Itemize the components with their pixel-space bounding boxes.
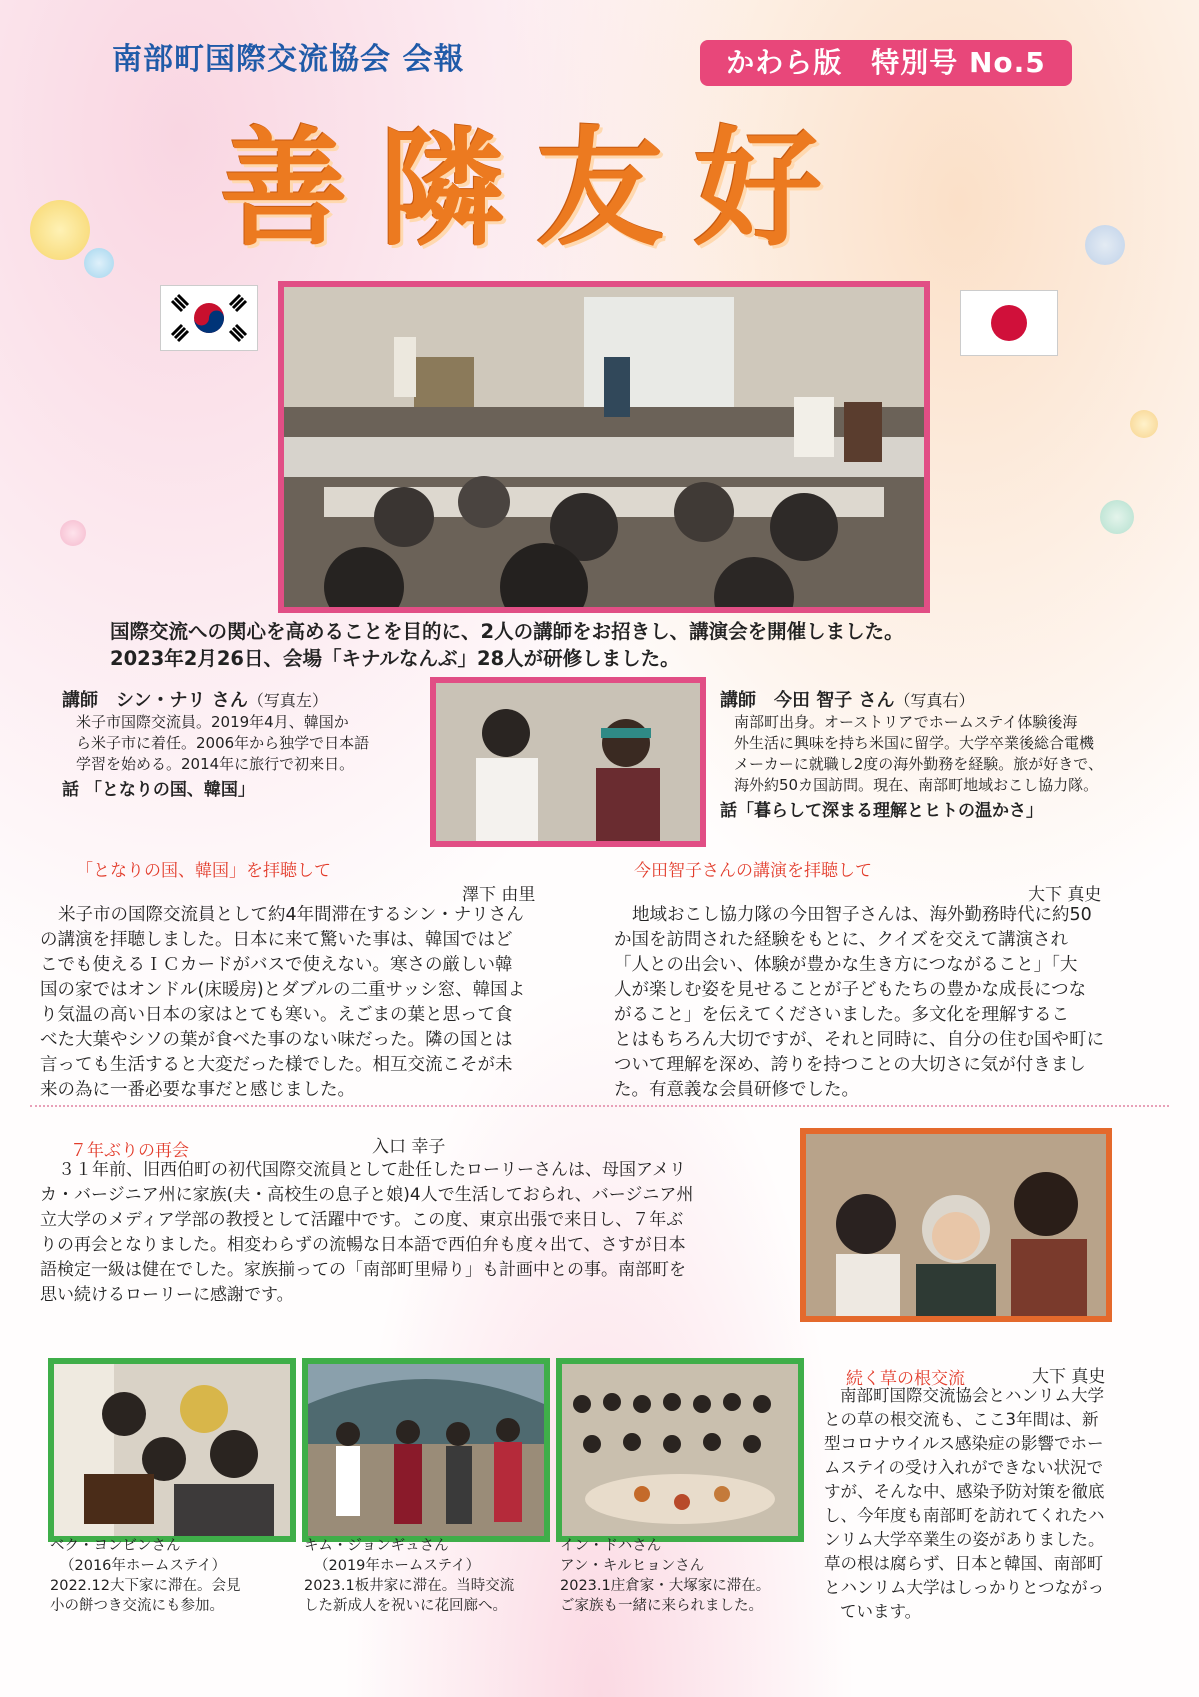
bio-line: メーカーに就職し2度の海外勤務を経験。旅が好きで、 <box>734 755 1103 773</box>
article-line: 思い続けるローリーに感謝です。 <box>40 1285 294 1305</box>
article-line: ンリム大学卒業生の姿がありました。 <box>824 1530 1105 1549</box>
photo-caption-1 <box>50 1536 290 1616</box>
article-line: ついて理解を深め、誇りを持つことの大切さに気が付きまし <box>614 1055 1086 1075</box>
article-left-author: 澤下 由里 <box>462 885 536 905</box>
decor-bubble <box>1100 500 1134 534</box>
page-title: 善隣友好 <box>220 114 853 264</box>
article-line: すが、そんな中、感染予防対策を徹底 <box>824 1482 1105 1501</box>
edition-badge: かわら版 特別号 No.5 <box>700 40 1072 86</box>
article-line: 言っても生活すると大変だった様でした。相互交流こそが未 <box>40 1055 513 1075</box>
caption-line: キム・ジョンギュさん <box>304 1538 449 1554</box>
article-line: 人が楽しむ姿を見せることが子どもたちの豊かな成長につな <box>614 980 1087 1000</box>
article-left-body <box>40 903 582 1103</box>
photo-caption-3 <box>560 1536 805 1616</box>
intro-text <box>110 618 904 672</box>
caption-line: 2023.1庄倉家・大塚家に滞在。 <box>560 1578 771 1594</box>
article-line: し、今年度も南部町を訪れてくれたハ <box>824 1506 1105 1525</box>
article-line: 南部町国際交流協会とハンリム大学 <box>840 1386 1104 1405</box>
bio-line: 南部町出身。オーストリアでホームステイ体験後海 <box>734 713 1078 731</box>
article-line: 国の家ではオンドル(床暖房)とダブルの二重サッシ窓、韓国よ <box>40 980 526 1000</box>
lecturer-left-note: （写真左） <box>247 691 328 710</box>
grassroots-title: 続く草の根交流 <box>846 1369 965 1389</box>
japan-flag-icon <box>960 290 1058 356</box>
grassroots-author: 大下 真史 <box>1032 1367 1106 1387</box>
article-line: がること」を伝えてくださいました。多文化を理解するこ <box>614 1005 1069 1025</box>
article-line: ムステイの受け入れができない状況で <box>824 1458 1104 1477</box>
article-line: とハンリム大学はしっかりとつながっ <box>824 1578 1105 1597</box>
caption-line: ベク・ヨンビンさん <box>50 1538 181 1554</box>
article-line: とはもちろん大切ですが、それと同時に、自分の住む国や町に <box>614 1030 1104 1050</box>
lecturer-right-heading <box>720 686 1160 712</box>
caption-line: （2019年ホームステイ） <box>314 1558 481 1574</box>
decor-bubble <box>1085 225 1125 265</box>
grassroots-body <box>824 1384 1164 1624</box>
article-line: 草の根は腐らず、日本と韓国、南部町 <box>824 1554 1104 1573</box>
section-divider <box>30 1105 1169 1107</box>
article-right-title: 今田智子さんの講演を拝聴して <box>634 861 872 881</box>
article-right-author: 大下 真史 <box>1028 885 1102 905</box>
reunion-author: 入口 幸子 <box>372 1137 446 1157</box>
reunion-body <box>40 1158 800 1308</box>
photo-caption-2 <box>304 1536 549 1616</box>
lecturers-photo <box>430 677 706 847</box>
decor-bubble <box>1130 410 1158 438</box>
caption-line: 2022.12大下家に滞在。会見 <box>50 1578 241 1594</box>
decor-bubble <box>30 200 90 260</box>
caption-line: ご家族も一緒に来られました。 <box>560 1598 763 1614</box>
article-left-title: 「となりの国、韓国」を拝聴して <box>76 861 331 881</box>
article-line: 来の為に一番必要な事だと感じました。 <box>40 1080 355 1100</box>
lecturer-right-note: （写真右） <box>894 691 975 710</box>
bio-line: ら米子市に着任。2006年から独学で日本語 <box>76 734 370 752</box>
bio-line: 海外約50カ国訪問。現在、南部町地域おこし協力隊。 <box>734 776 1099 794</box>
article-line: の講演を拝聴しました。日本に来て驚いた事は、韓国ではど <box>40 930 513 950</box>
article-line: 地域おこし協力隊の今田智子さんは、海外勤務時代に約50 <box>632 905 1092 925</box>
reunion-photo <box>800 1128 1112 1322</box>
article-line: 立大学のメディア学部の教授として活躍中です。この度、東京出張で来日し、７年ぶ <box>40 1210 684 1230</box>
decor-bubble <box>84 248 114 278</box>
lecturer-right-talk: 話「暮らして深まる理解とヒトの温かさ」 <box>720 801 1043 821</box>
caption-line: アン・キルヒョンさん <box>560 1558 705 1574</box>
homestay-photo-3 <box>556 1358 804 1542</box>
intro-line-1: 国際交流への関心を高めることを目的に、2人の講師をお招きし、講演会を開催しました。 <box>110 620 904 643</box>
article-line: た。有意義な会員研修でした。 <box>614 1080 859 1100</box>
article-line: ３１年前、旧西伯町の初代国際交流員として赴任したローリーさんは、母国アメリ <box>58 1160 686 1180</box>
caption-line: 2023.1板井家に滞在。当時交流 <box>304 1578 515 1594</box>
lecturer-left-block <box>62 686 402 800</box>
article-line: ています。 <box>840 1602 922 1621</box>
lecturer-left-bio <box>62 712 402 775</box>
article-right-body <box>614 903 1170 1103</box>
bio-line: 学習を始める。2014年に旅行で初来日。 <box>76 755 355 773</box>
korea-flag-icon <box>160 285 258 351</box>
lecturer-left-talk: 話 「となりの国、韓国」 <box>62 780 255 800</box>
homestay-photo-1 <box>48 1358 296 1542</box>
caption-line: 小の餅つき交流にも参加。 <box>50 1598 224 1614</box>
article-line: こでも使えるＩＣカードがバスで使えない。寒さの厳しい韓 <box>40 955 513 975</box>
article-line: りの再会となりました。相変わらずの流暢な日本語で西伯弁も度々出て、さすが日本 <box>40 1235 686 1255</box>
article-line: との草の根交流も、ここ3年間は、新 <box>824 1410 1099 1429</box>
article-line: り気温の高い日本の家はとても寒い。えごまの葉と思って食 <box>40 1005 513 1025</box>
organization-name: 南部町国際交流協会 会報 <box>112 42 465 77</box>
article-line: 型コロナウイルス感染症の影響でホー <box>824 1434 1104 1453</box>
lecturer-right-bio <box>720 712 1160 796</box>
caption-line: イン・ドハさん <box>560 1538 662 1554</box>
caption-line: した新成人を祝いに花回廊へ。 <box>304 1598 507 1614</box>
reunion-title: ７年ぶりの再会 <box>70 1141 189 1161</box>
lecturer-right-block <box>720 686 1160 821</box>
lecturer-left-heading <box>62 686 402 712</box>
article-line: 米子市の国際交流員として約4年間滞在するシン・ナリさん <box>58 905 524 925</box>
bio-line: 外生活に興味を持ち米国に留学。大学卒業後総合電機 <box>734 734 1095 752</box>
lecturer-right-name: 講師 今田 智子 さん <box>720 690 895 711</box>
homestay-photo-2 <box>302 1358 550 1542</box>
article-line: カ・バージニア州に家族(夫・高校生の息子と娘)4人で生活しておられ、バージニア州 <box>40 1185 694 1205</box>
bio-line: 米子市国際交流員。2019年4月、韓国か <box>76 713 349 731</box>
article-line: べた大葉やシソの葉が食べた事のない味だった。隣の国とは <box>40 1030 513 1050</box>
caption-line: （2016年ホームステイ） <box>60 1558 227 1574</box>
article-line: 語検定一級は健在でした。家族揃っての「南部町里帰り」も計画中との事。南部町を <box>40 1260 686 1280</box>
decor-bubble <box>60 520 86 546</box>
article-line: 「人との出会い、体験が豊かな生き方につながること」「大 <box>614 955 1078 975</box>
lecturer-left-name: 講師 シン・ナリ さん <box>62 690 248 711</box>
intro-line-2: 2023年2月26日、会場「キナルなんぶ」28人が研修しました。 <box>110 647 680 670</box>
lecture-hall-photo <box>278 281 930 613</box>
article-line: か国を訪問された経験をもとに、クイズを交えて講演され <box>614 930 1068 950</box>
